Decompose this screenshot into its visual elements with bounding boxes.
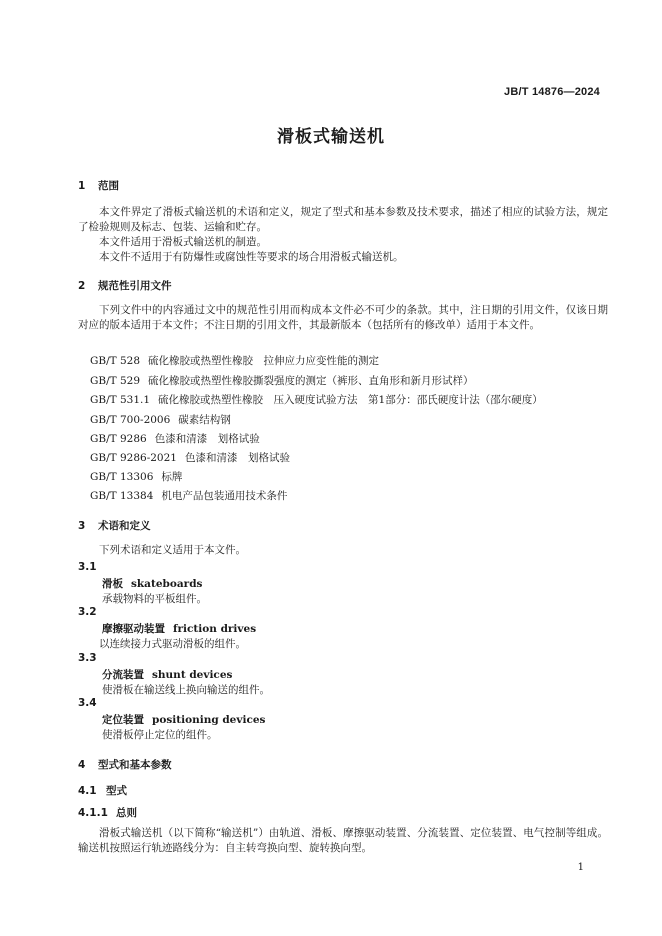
subsection-4-1-1-heading: [78, 805, 137, 820]
reference-title: 硫化橡胶或热塑性橡胶撕裂强度的测定（裤形、直角形和新月形试样）: [148, 375, 474, 387]
reference-item: [90, 374, 474, 388]
term-name-en: shunt devices: [152, 669, 233, 681]
subsection-number: 4.1: [78, 785, 97, 797]
term-name-cn: 滑板: [102, 578, 123, 590]
term-number: 3.3: [78, 652, 97, 664]
reference-code: GB/T 13384: [90, 490, 154, 502]
term-number: 3.2: [78, 606, 97, 618]
reference-title: 色漆和清漆 划格试验: [154, 433, 260, 445]
section-4-heading: [78, 757, 172, 772]
reference-code: GB/T 13306: [90, 471, 154, 483]
reference-title: 机电产品包装通用技术条件: [161, 490, 288, 502]
term-definition: 使滑板在输送线上换向输送的组件。: [102, 684, 270, 696]
section-4-body: [78, 826, 608, 856]
section-title: 范围: [98, 180, 119, 192]
term-name-cn: 分流装置: [102, 669, 144, 681]
term-definition: 承载物料的平板组件。: [102, 593, 207, 605]
reference-item: [90, 413, 231, 427]
reference-title: 色漆和清漆 划格试验: [184, 452, 290, 464]
term-name-en: friction drives: [173, 623, 257, 635]
reference-code: GB/T 531.1: [90, 394, 151, 406]
paragraph: 本文件不适用于有防爆性或腐蚀性等要求的场合用滑板式输送机。: [99, 251, 404, 263]
reference-item: [90, 489, 287, 503]
subsection-4-1-heading: [78, 783, 127, 798]
section-3-intro: [78, 543, 608, 558]
reference-title: 碳素结构钢: [178, 414, 231, 426]
standard-code: JB/T 14876—2024: [504, 86, 600, 98]
paragraph: 下列文件中的内容通过文中的规范性引用而构成本文件必不可少的条款。其中，注日期的引用文件，仅该日期对应的版本适用于本文件；不注日期的引用文件，其最新版本（包括所有的修改单）适用于本文件。: [78, 304, 608, 331]
reference-code: GB/T 9286-2021: [90, 452, 177, 464]
section-title: 术语和定义: [98, 520, 151, 532]
paragraph: 下列术语和定义适用于本文件。: [99, 544, 246, 556]
term-definition: 使滑板停止定位的组件。: [102, 729, 218, 741]
document-title: 滑板式输送机: [277, 127, 385, 147]
term-number: 3.1: [78, 561, 97, 573]
section-number: 4: [78, 759, 86, 771]
section-number: 3: [78, 520, 86, 532]
term-definition: 以连续接力式驱动滑板的组件。: [99, 638, 246, 650]
section-1-heading: [78, 178, 119, 193]
section-3-heading: [78, 518, 151, 533]
section-2-intro: [78, 303, 608, 333]
subsection-title: 总则: [116, 807, 137, 819]
section-title: 规范性引用文件: [98, 280, 172, 292]
section-1-body: [78, 205, 608, 265]
reference-item: [90, 432, 260, 446]
paragraph: 本文件界定了滑板式输送机的术语和定义，规定了型式和基本参数及技术要求，描述了相应的试验方法，规定了检验规则及标志、包装、运输和贮存。: [78, 206, 608, 233]
reference-title: 硫化橡胶或热塑性橡胶 拉伸应力应变性能的测定: [148, 355, 380, 367]
reference-title: 标牌: [161, 471, 183, 483]
reference-item: [90, 451, 290, 465]
reference-item: [90, 354, 379, 368]
term-name-cn: 摩擦驱动装置: [102, 623, 165, 635]
term-name-cn: 定位装置: [102, 714, 144, 726]
reference-code: GB/T 700-2006: [90, 414, 171, 426]
subsection-title: 型式: [106, 785, 127, 797]
reference-code: GB/T 528: [90, 355, 141, 367]
paragraph: 本文件适用于滑板式输送机的制造。: [99, 236, 267, 248]
term-name: [102, 712, 265, 727]
term-number: 3.4: [78, 697, 97, 709]
term-name: [102, 667, 232, 682]
section-number: 1: [78, 180, 86, 192]
reference-code: GB/T 529: [90, 375, 141, 387]
section-number: 2: [78, 280, 86, 292]
term-name: [102, 621, 256, 636]
reference-item: [90, 393, 543, 407]
paragraph: 滑板式输送机（以下简称“输送机”）由轨道、滑板、摩擦驱动装置、分流装置、定位装置、电气控制等组成。输送机按照运行轨迹路线分为：自主转弯换向型、旋转换向型。: [78, 827, 608, 854]
subsection-number: 4.1.1: [78, 807, 108, 819]
term-name-en: positioning devices: [152, 714, 266, 726]
term-name-en: skateboards: [131, 578, 203, 590]
reference-code: GB/T 9286: [90, 433, 147, 445]
page-number: 1: [577, 862, 584, 873]
reference-item: [90, 470, 182, 484]
section-title: 型式和基本参数: [98, 759, 172, 771]
section-2-heading: [78, 278, 172, 293]
reference-title: 硫化橡胶或热塑性橡胶 压入硬度试验方法 第1部分：邵氏硬度计法（邵尔硬度）: [158, 394, 543, 406]
term-name: [102, 576, 202, 591]
